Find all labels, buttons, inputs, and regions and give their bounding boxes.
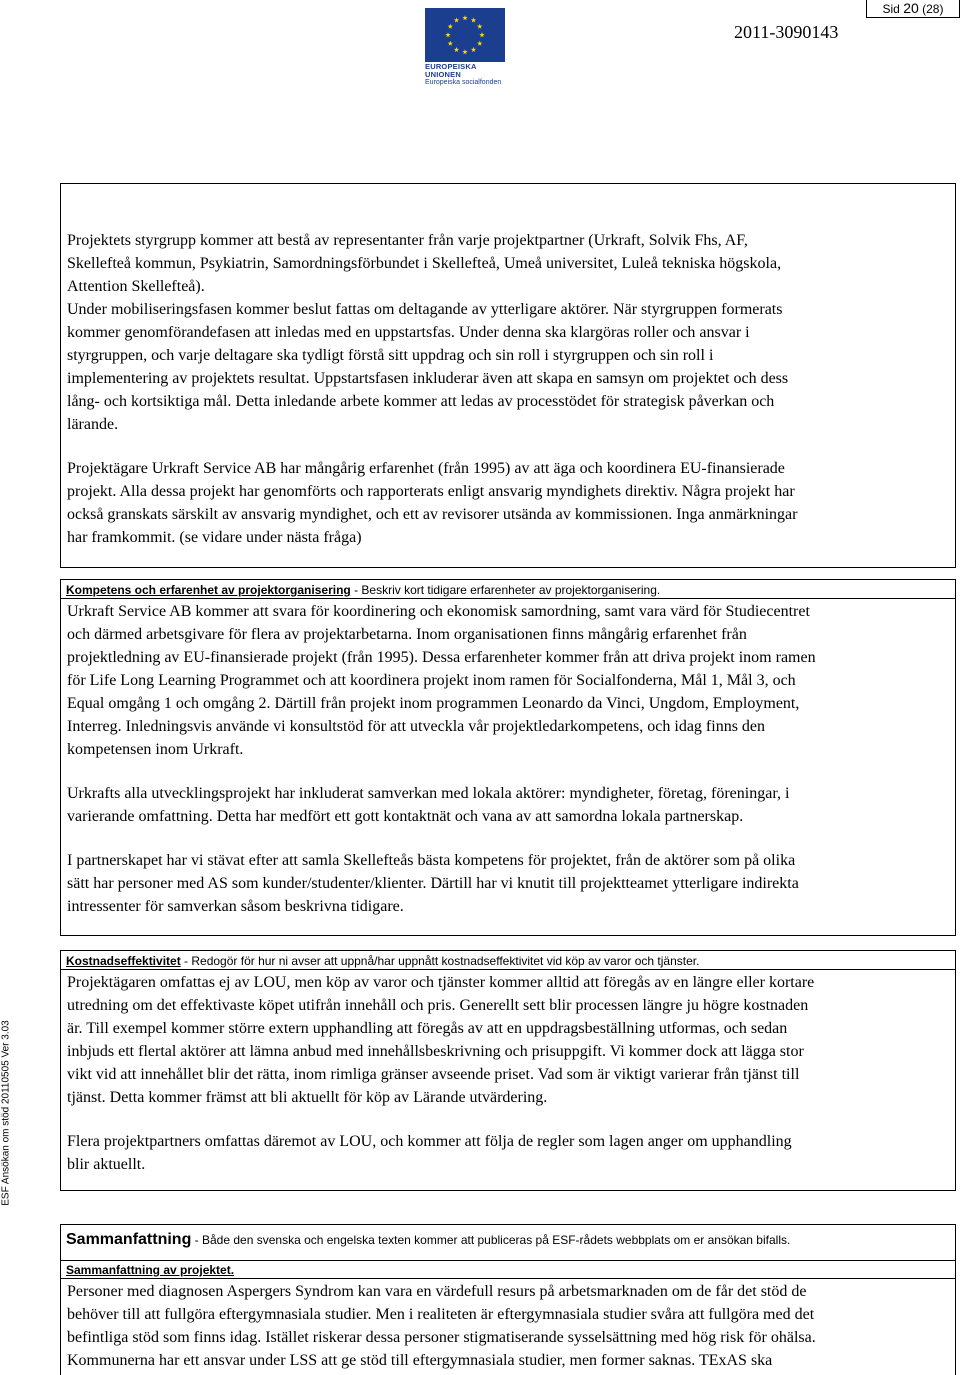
page-prefix: Sid [882,2,900,16]
text-line: Personer med diagnosen Aspergers Syndrom kan vara en värdefull resurs på arbetsmarknaden om de får det stöd de [67,1283,807,1300]
text-line: Equal omgång 1 och omgång 2. Därtill från projekt inom programmen Leonardo da Vinci, Ungdom, Employment, [67,695,800,712]
section-sammanfattning [60,1224,956,1375]
eu-flag-icon [425,8,505,62]
text-line: styrgruppen, och varje deltagare ska tydligt förstå sitt uppdrag och sin roll i styrgruppen och sin roll i [67,347,714,364]
text-line: Flera projektpartners omfattas däremot av LOU, och kommer att följa de regler som lagen anger om upphandling [67,1133,792,1150]
text-line: blir aktuellt. [67,1156,146,1173]
text-line: inbjuds ett flertal aktörer att lämna anbud med innehållsbeskrivning och prisuppgift. Vi kommer dock att lägga stor [67,1043,804,1060]
section-title: Sammanfattning [66,1231,192,1248]
section-instruction: - Redogör för hur ni avser att uppnå/har uppnått kostnadseffektivitet vid köp av varor och tjänster. [180,954,700,968]
text-line: sätt har personer med AS som kunder/studenter/klienter. Därtill har vi knutit till projektteamet ytterligare indirekta [67,875,799,892]
section-instruction: - Både den svenska och engelska texten kommer att publiceras på ESF-rådets webbplats om er ansökan bifalls. [191,1233,791,1247]
section-header [66,1225,955,1250]
section-instruction: - Beskriv kort tidigare erfarenheter av projektorganisering. [350,583,661,597]
text-line: Skellefteå kommun, Psykiatrin, Samordningsförbundet i Skellefteå, Umeå universitet, Luleå tekniska högskola, [67,255,782,272]
side-version-label: ESF Ansökan om stöd 20110505 Ver 3.03 [0,1020,12,1206]
text-line: Projektets styrgrupp kommer att bestå av representanter från varje projektpartner (Urkraft, Solvik Fhs, AF, [67,232,748,249]
side-version-text [0,1016,12,1210]
eu-logo [425,8,509,87]
text-line: lärande. [67,416,119,433]
text-line: Kommunerna har ett ansvar under LSS att ge stöd till eftergymnasiala studier, men former saknas. TExAS ska [67,1352,773,1369]
text-line: I partnerskapet har vi stävat efter att samla Skellefteås bästa kompetens för projektet, från de aktörer som på olika [67,852,796,869]
text-line: behöver till att fullgöra eftergymnasiala studier. Men i realiteten är eftergymnasiala studier svåra att fullgöra med det [67,1306,815,1323]
text-line: Interreg. Inledningsvis använde vi konsultstöd för att utveckla vår projektledarkompetens, och idag finns den [67,718,766,735]
text-line: Urkraft Service AB kommer att svara för koordinering och ekonomisk samordning, samt vara värd för Studiecentret [67,603,810,620]
page-current: 20 [903,0,919,16]
section-title: Kostnadseffektivitet [66,954,181,968]
page-number-label [866,0,960,18]
text-line: för Life Long Learning Programmet och att koordinera projekt inom ramen för Socialfonderna, Mål 1, Mål 3, och [67,672,796,689]
text-line: kompetensen inom Urkraft. [67,741,244,758]
section-header [61,951,955,970]
section-subheader: Sammanfattning av projektet. [61,1260,955,1279]
section-header [61,580,955,599]
text-line: utredning om det effektivaste köpet utifrån innehåll och pris. Generellt sett blir processen längre ju högre kostnaden [67,997,809,1014]
text-line: projekt. Alla dessa projekt har genomförts och rapporterats enligt ansvarig myndighets direktiv. Några projekt har [67,483,795,500]
text-line: Attention Skellefteå). [67,278,205,295]
text-line: också granskats särskilt av ansvarig myndighet, och ett av revisorer utsända av kommissionen. Inga anmärkningar [67,506,798,523]
text-line: implementering av projektets resultat. Uppstartsfasen inkluderar även att skapa en samsyn om projektet och dess [67,370,789,387]
text-line: Under mobiliseringsfasen kommer beslut fattas om deltagande av ytterligare aktörer. När styrgruppen formerats [67,301,783,318]
text-line: tjänst. Detta kommer främst att bli aktuellt för köp av Lärande utvärdering. [67,1089,548,1106]
text-line: Projektägare Urkraft Service AB har mångårig erfarenhet (från 1995) av att äga och koordinera EU-finansierade [67,460,785,477]
text-line: och därmed arbetsgivare för flera av projektarbetarna. Inom organisationen finns mångårig erfarenhet från [67,626,747,643]
text-line: vikt vid att innehållet blir det rätta, inom rimliga gränser avseende priset. Vad som är viktigt varierar från tjänst till [67,1066,800,1083]
text-line: intressenter för samverkan såsom beskrivna tidigare. [67,898,404,915]
section-kompetens [60,579,956,936]
text-line: lång- och kortsiktiga mål. Detta inledande arbete kommer att ledas av processtödet för strategisk påverkan och [67,393,775,410]
text-line: är. Till exempel kommer större extern upphandling att föregås av att en uppdragsbeställning utformas, och sedan [67,1020,788,1037]
document-number: 2011-3090143 [734,22,839,42]
page-total: (28) [922,2,944,16]
text-line: Projektägaren omfattas ej av LOU, men köp av varor och tjänster kommer alltid att föregås av en längre eller kortare [67,974,815,991]
logo-line-1: EUROPEISKA UNIONEN [425,62,477,79]
text-line: varierande omfattning. Detta har medfört ett gott kontaktnät och vana av att samordna lokala partnerskap. [67,808,744,825]
text-line: Urkrafts alla utvecklingsprojekt har inkluderat samverkan med lokala aktörer: myndigheter, företag, föreningar, i [67,785,790,802]
text-line: har framkommit. (se vidare under nästa fråga) [67,529,362,546]
text-line: kommer genomförandefasen att inledas med en uppstartsfas. Under denna ska klargöras roller och ansvar i [67,324,750,341]
logo-line-2: Europeiska socialfonden [425,79,502,86]
text-line: projektledning av EU-finansierade projekt (från 1995). Dessa erfarenheter kommer från att driva projekt inom ramen [67,649,816,666]
section-styrgrupp [60,183,956,568]
text-line: befintliga stöd som finns idag. Istället riskerar dessa personer stigmatiserande sysselsättning med hög risk för ohälsa. [67,1329,816,1346]
section-title: Kompetens och erfarenhet av projektorganisering [66,583,351,597]
section-kostnadseffektivitet [60,950,956,1191]
